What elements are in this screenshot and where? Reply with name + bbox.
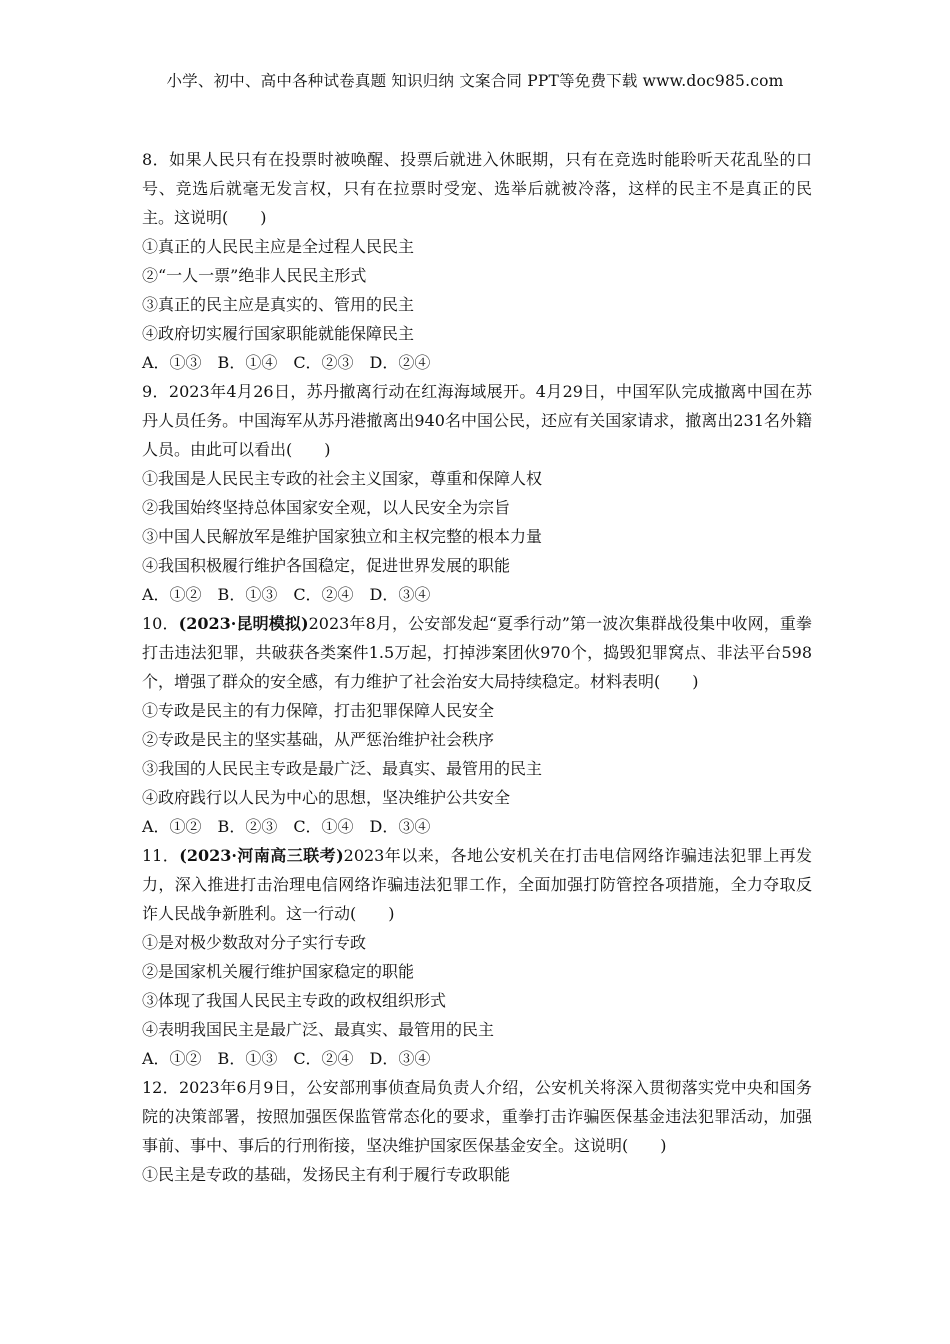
question-stem: 8．如果人民只有在投票时被唤醒、投票后就进入休眠期，只有在竞选时能聆听天花乱坠的口号、竞选后就毫无发言权，只有在拉票时受宠、选举后就被冷落，这样的民主不是真正的民主。这说明( ) (142, 150, 812, 227)
question-8 (142, 145, 812, 377)
question-11 (142, 841, 812, 1073)
question-text: 2023年以来，各地公安机关在打击电信网络诈骗违法犯罪上再发力，深入推进打击治理电信网络诈骗违法犯罪工作，全面加强打防管控各项措施，全力夺取反诈人民战争新胜利。这一行动( ) (142, 846, 812, 923)
option-4: ④表明我国民主是最广泛、最真实、最管用的民主 (142, 1020, 495, 1039)
answer-choices: A．①② B．①③ C．②④ D．③④ (142, 1049, 431, 1068)
answer-choices: A．①② B．②③ C．①④ D．③④ (142, 817, 431, 836)
question-stem: 9．2023年4月26日，苏丹撤离行动在红海海域展开。4月29日，中国军队完成撤离中国在苏丹人员任务。中国海军从苏丹港撤离出940名中国公民，还应有关国家请求，撤离出231名外籍人员。由此可以看出( ) (142, 382, 812, 459)
question-stem: 12．2023年6月9日，公安部刑事侦查局负责人介绍，公安机关将深入贯彻落实党中央和国务院的决策部署，按照加强医保监管常态化的要求，重拳打击诈骗医保基金违法犯罪活动，加强事前、事中、事后的行刑衔接，坚决维护国家医保基金安全。这说明( ) (142, 1078, 812, 1155)
option-2: ②我国始终坚持总体国家安全观，以人民安全为宗旨 (142, 498, 511, 517)
option-3: ③真正的民主应是真实的、管用的民主 (142, 295, 415, 314)
option-1: ①我国是人民民主专政的社会主义国家，尊重和保障人权 (142, 469, 543, 488)
option-4: ④我国积极履行维护各国稳定，促进世界发展的职能 (142, 556, 511, 575)
option-3: ③我国的人民民主专政是最广泛、最真实、最管用的民主 (142, 759, 543, 778)
question-stem (142, 609, 812, 696)
option-2: ②“一人一票”绝非人民民主形式 (142, 266, 367, 285)
question-stem (142, 841, 812, 928)
answer-choices: A．①③ B．①④ C．②③ D．②④ (142, 353, 431, 372)
option-1: ①民主是专政的基础，发扬民主有利于履行专政职能 (142, 1165, 511, 1184)
question-source: (2023·河南高三联考) (179, 846, 344, 865)
question-9 (142, 377, 812, 609)
option-1: ①真正的人民民主应是全过程人民民主 (142, 237, 415, 256)
question-list (142, 145, 812, 1189)
option-2: ②是国家机关履行维护国家稳定的职能 (142, 962, 415, 981)
option-4: ④政府践行以人民为中心的思想，坚决维护公共安全 (142, 788, 511, 807)
page-header: 小学、初中、高中各种试卷真题 知识归纳 文案合同 PPT等免费下载 www.doc985.com (166, 72, 784, 90)
option-4: ④政府切实履行国家职能就能保障民主 (142, 324, 415, 343)
question-12 (142, 1073, 812, 1189)
answer-choices: A．①② B．①③ C．②④ D．③④ (142, 585, 431, 604)
question-source: (2023·昆明模拟) (178, 614, 309, 633)
option-2: ②专政是民主的坚实基础，从严惩治维护社会秩序 (142, 730, 495, 749)
question-number: 11． (142, 846, 180, 865)
option-3: ③体现了我国人民民主专政的政权组织形式 (142, 991, 447, 1010)
question-text: 2023年8月，公安部发起“夏季行动”第一波次集群战役集中收网，重拳打击违法犯罪，共破获各类案件1.5万起，打掉涉案团伙970个，捣毁犯罪窝点、非法平台598个，增强了群众的安全感，有力维护了社会治安大局持续稳定。材料表明( ) (142, 614, 812, 691)
option-1: ①专政是民主的有力保障，打击犯罪保障人民安全 (142, 701, 495, 720)
option-3: ③中国人民解放军是维护国家独立和主权完整的根本力量 (142, 527, 543, 546)
question-number: 10． (142, 614, 179, 633)
question-10 (142, 609, 812, 841)
option-1: ①是对极少数敌对分子实行专政 (142, 933, 367, 952)
